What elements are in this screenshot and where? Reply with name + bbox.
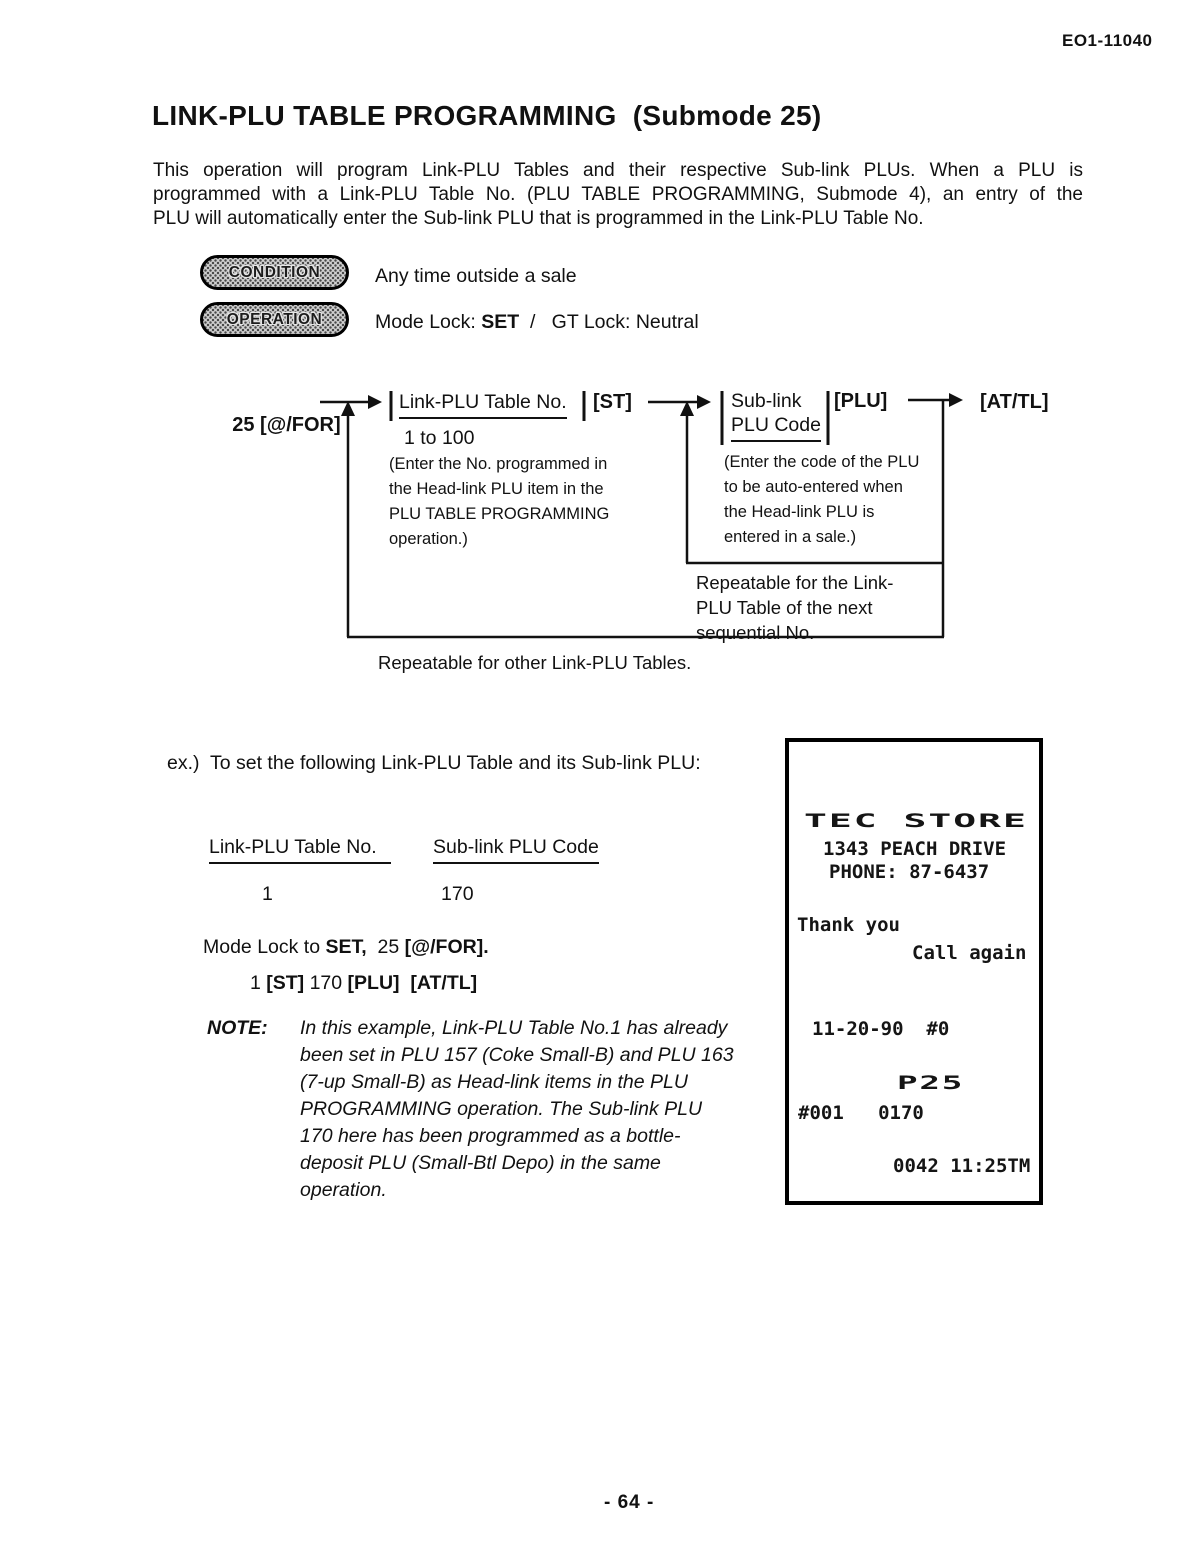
intro-line-1: This operation will program Link-PLU Tables and their respective Sub-link PLUs. When a PLU is bbox=[153, 160, 1083, 181]
example-mode-line: Mode Lock to SET, 25 [@/FOR]. bbox=[203, 936, 489, 958]
table-no-note: (Enter the No. programmed in the Head-link PLU item in the PLU TABLE PROGRAMMING operation.) bbox=[389, 455, 610, 548]
condition-badge: CONDITION bbox=[200, 255, 349, 290]
at-for-key: [@/FOR] bbox=[260, 414, 341, 436]
flow-step-entry bbox=[210, 391, 341, 460]
plu-code-note: (Enter the code of the PLU to be auto-entered when the Head-link PLU is entered in a sale.) bbox=[724, 453, 920, 546]
example-col2-header: Sub-link PLU Code bbox=[433, 836, 599, 864]
example-col2-value: 170 bbox=[441, 883, 474, 905]
note-label: NOTE: bbox=[207, 1017, 268, 1039]
document-code: EO1-11040 bbox=[1062, 31, 1153, 50]
receipt-footer-line: 0042 11:25TM bbox=[893, 1155, 1031, 1177]
operation-text-set: SET bbox=[481, 311, 520, 333]
table-no-range: 1 to 100 bbox=[404, 427, 475, 449]
sub-link-label-line2: PLU Code bbox=[731, 414, 821, 442]
receipt-example bbox=[785, 738, 1043, 1205]
sub-link-label-line1: Sub-link bbox=[731, 390, 802, 412]
operation-text bbox=[375, 311, 699, 334]
intro-line-2: programmed with a Link-PLU Table No. (PLU TABLE PROGRAMMING, Submode 4), an entry of the bbox=[153, 184, 1083, 205]
example-intro: ex.) To set the following Link-PLU Table and its Sub-link PLU: bbox=[167, 752, 701, 774]
page-title: LINK-PLU TABLE PROGRAMMING (Submode 25) bbox=[152, 100, 822, 131]
receipt-store-name: TEC STORE bbox=[804, 810, 1028, 832]
receipt-call-again: Call again bbox=[912, 942, 1027, 964]
operation-text-post: / GT Lock: Neutral bbox=[519, 311, 699, 333]
intro-line-3: PLU will automatically enter the Sub-link PLU that is programmed in the Link-PLU Table No. bbox=[153, 208, 924, 229]
page-number: - 64 - bbox=[604, 1492, 655, 1513]
repeat-inner-note: Repeatable for the Link- PLU Table of the next sequential No. bbox=[696, 572, 894, 643]
receipt-entry-line: #001 0170 bbox=[798, 1102, 924, 1124]
receipt-address: 1343 PEACH DRIVE bbox=[823, 838, 1007, 860]
operation-badge: OPERATION bbox=[200, 302, 349, 337]
receipt-submode-code: P25 bbox=[897, 1072, 965, 1094]
st-key: [ST] bbox=[593, 391, 632, 413]
flow-step-number: 25 bbox=[232, 414, 261, 436]
receipt-thank-you: Thank you bbox=[797, 914, 900, 936]
receipt-date-line: 11-20-90 #0 bbox=[812, 1018, 950, 1040]
note-body: In this example, Link-PLU Table No.1 has already been set in PLU 157 (Coke Small-B) and PLU 163 (7-up Small-B) as Head-link items in the PLU PROGRAMMING operation. The Sub-link PLU 170 here has been programmed as a bottle- deposit PLU (Small-Btl Depo) in the same operation. bbox=[300, 1017, 734, 1201]
link-plu-table-no-label: Link-PLU Table No. bbox=[399, 391, 567, 419]
example-col1-value: 1 bbox=[262, 883, 273, 905]
at-tl-key: [AT/TL] bbox=[980, 391, 1049, 413]
receipt-phone: PHONE: 87-6437 bbox=[829, 861, 990, 883]
operation-text-pre: Mode Lock: bbox=[375, 311, 482, 333]
repeat-outer-note: Repeatable for other Link-PLU Tables. bbox=[378, 652, 692, 673]
example-col1-header: Link-PLU Table No. bbox=[209, 836, 391, 864]
condition-text: Any time outside a sale bbox=[375, 265, 577, 287]
plu-key: [PLU] bbox=[834, 390, 888, 412]
example-entry-line: 1 [ST] 170 [PLU] [AT/TL] bbox=[250, 972, 478, 994]
